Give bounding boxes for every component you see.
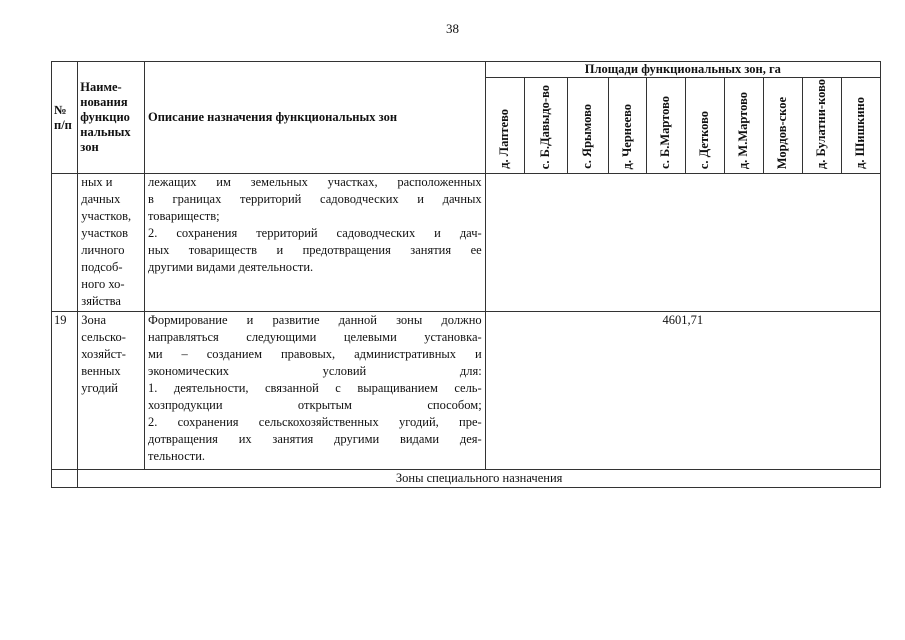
text-line: венных [81,364,121,378]
settlement-header-cell [609,78,647,174]
header-description: Описание назначения функциональных зон [145,62,486,174]
settlement-header-cell [763,78,802,174]
text-line: сельско- [81,330,126,344]
text-line: дотвращения их занятия другими видами дея- [148,432,482,446]
settlement-header-cell [525,78,567,174]
text-line: 2. сохранения сельскохозяйственных угодий, пре- [148,415,482,429]
text-line: 1. деятельности, связанной с выращиванием сель- [148,381,482,395]
row-zone-name [78,312,145,470]
text-line: личного [81,243,125,257]
row-num: 19 [52,312,78,470]
settlement-name: с. Б.Мартово [658,96,673,169]
table-row [52,312,881,470]
settlement-name: д. Чернеево [619,103,634,169]
row-zone-name [78,174,145,312]
header-num: № п/п [52,62,78,174]
text-line: ного хо- [81,277,125,291]
text-line: лежащих им земельных участках, расположенных [148,175,482,189]
text-line: участков, [81,209,132,223]
settlement-header-cell [485,78,524,174]
settlement-name: Мордов-ское [774,96,789,169]
text-line: в границах территорий садоводческих и дачных [148,192,482,206]
settlement-name: с. Ярымово [579,104,594,169]
text-line: хозпродукции открытым способом; [148,398,482,412]
row-num [52,174,78,312]
table-row [52,174,881,312]
text-line: подсоб- [81,260,123,274]
settlement-header-cell [842,78,881,174]
text-line: направляться следующими целевыми установка- [148,330,482,344]
settlement-name: д. Шишкино [853,97,868,169]
settlement-header-cell [647,78,685,174]
text-line: Формирование и развитие данной зоны должно [148,313,482,327]
text-line: хозяйст- [81,347,126,361]
row-area-value [485,174,880,312]
settlement-name: с. Б.Давыдо-во [537,84,552,169]
text-line: Зона [81,313,107,327]
text-line: угодий [81,381,118,395]
row-area-value: 4601,71 [485,312,880,470]
text-line: 2. сохранения территорий садоводческих и дач- [148,226,482,240]
settlement-header-cell [803,78,842,174]
text-line: товариществ; [148,209,220,223]
settlement-name: с. Детково [697,110,712,169]
settlement-header-cell [685,78,724,174]
section-row [52,470,881,488]
text-line: ных товариществ и предотвращения занятия ее [148,243,482,257]
header-areas: Площади функциональных зон, га [485,62,880,78]
text-line: дачных [81,192,121,206]
row-description [145,312,486,470]
text-line: зяйства [81,294,121,308]
settlement-name: д. М.Мартово [735,91,750,169]
section-num-cell [52,470,78,488]
settlement-name: д. Булатни-ково [814,78,829,169]
settlement-name: д. Лаптево [496,109,511,169]
header-row [52,62,881,78]
header-zone-name: Наиме-нования функцио нальных зон [78,62,145,174]
text-line: другими видами деятельности. [148,260,314,274]
functional-zones-table [51,61,881,488]
row-description [145,174,486,312]
text-line: участков [81,226,128,240]
section-heading: Зоны специального назначения [78,470,881,488]
text-line: ных и [81,175,113,189]
settlement-header-cell [567,78,608,174]
text-line: ми – созданием правовых, административных и [148,347,482,361]
page-number: 38 [446,21,459,36]
text-line: тельности. [148,449,206,463]
settlement-header-cell [725,78,763,174]
text-line: экономических условий для: [148,364,482,378]
